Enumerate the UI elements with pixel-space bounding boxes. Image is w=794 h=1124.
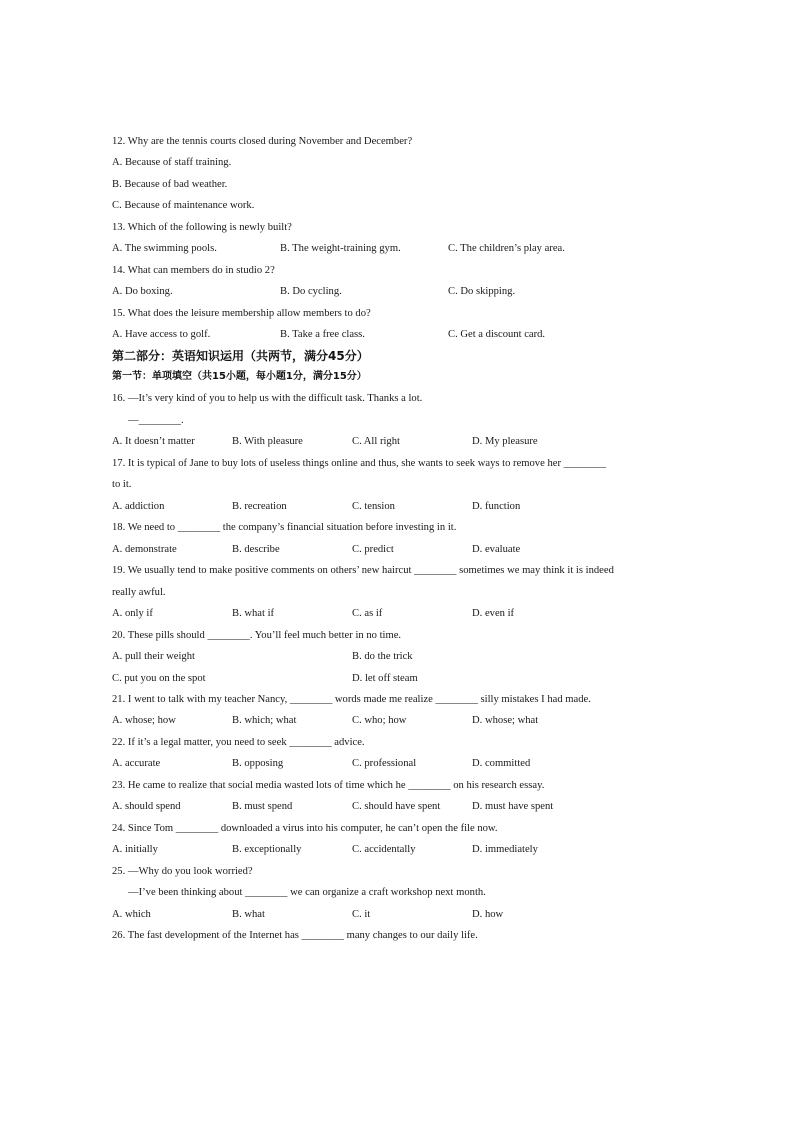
question-16-option-d: D. My pleasure (472, 436, 538, 447)
question-24-option-a: A. initially (112, 844, 158, 855)
question-17-option-c: C. tension (352, 501, 395, 512)
question-17-option-d: D. function (472, 501, 521, 512)
question-14-option-b: B. Do cycling. (280, 286, 342, 297)
question-25-reply: —I’ve been thinking about ________ we can organize a craft workshop next month. (128, 887, 486, 898)
question-13-stem: 13. Which of the following is newly built? (112, 222, 292, 233)
question-23-option-d: D. must have spent (472, 801, 554, 812)
question-17-option-a: A. addiction (112, 501, 165, 512)
question-22-option-c: C. professional (352, 758, 417, 769)
question-19-option-b: B. what if (232, 608, 275, 619)
question-14-option-a: A. Do boxing. (112, 286, 173, 297)
question-24-option-c: C. accidentally (352, 844, 416, 855)
question-20-stem: 20. These pills should ________. You’ll feel much better in no time. (112, 630, 402, 641)
question-12-option-a: A. Because of staff training. (112, 157, 232, 168)
question-19-stem: 19. We usually tend to make positive comments on others’ new haircut ________ sometimes we may think it is indeed (112, 565, 614, 576)
question-21-option-c: C. who; how (352, 715, 407, 726)
question-15-option-b: B. Take a free class. (280, 329, 365, 340)
question-24-option-d: D. immediately (472, 844, 538, 855)
question-24-option-b: B. exceptionally (232, 844, 302, 855)
question-21-option-d: D. whose; what (472, 715, 539, 726)
question-12-stem: 12. Why are the tennis courts closed during November and December? (112, 136, 413, 147)
question-22-option-d: D. committed (472, 758, 531, 769)
question-13-option-b: B. The weight-training gym. (280, 243, 401, 254)
question-23-option-c: C. should have spent (352, 801, 441, 812)
question-14-option-c: C. Do skipping. (448, 286, 516, 297)
question-20-option-a: A. pull their weight (112, 651, 195, 662)
question-22-option-a: A. accurate (112, 758, 161, 769)
question-20-option-c: C. put you on the spot (112, 673, 206, 684)
question-26-stem: 26. The fast development of the Internet has ________ many changes to our daily life. (112, 930, 478, 941)
question-16-stem: 16. —It’s very kind of you to help us with the difficult task. Thanks a lot. (112, 393, 423, 404)
question-22-option-b: B. opposing (232, 758, 284, 769)
question-15-stem: 15. What does the leisure membership allow members to do? (112, 308, 371, 319)
question-23-stem: 23. He came to realize that social media wasted lots of time which he ________ on his research essay. (112, 780, 545, 791)
question-18-stem: 18. We need to ________ the company’s financial situation before investing in it. (112, 522, 457, 533)
question-13-option-c: C. The children’s play area. (448, 243, 565, 254)
question-21-option-a: A. whose; how (112, 715, 176, 726)
section-heading-part-2-1: 第一节：单项填空（共15小题，每小题1分，满分15分） (112, 371, 367, 382)
question-14-stem: 14. What can members do in studio 2? (112, 265, 275, 276)
question-17-stem: 17. It is typical of Jane to buy lots of useless things online and thus, she wants to seek ways to remove her ________ (112, 458, 607, 469)
question-21-option-b: B. which; what (232, 715, 297, 726)
question-19-option-a: A. only if (112, 608, 153, 619)
question-19-option-c: C. as if (352, 608, 383, 619)
question-15-option-c: C. Get a discount card. (448, 329, 546, 340)
question-22-stem: 22. If it’s a legal matter, you need to seek ________ advice. (112, 737, 365, 748)
question-20-option-d: D. let off steam (352, 673, 418, 684)
question-16-reply: —________. (128, 415, 184, 426)
question-17-option-b: B. recreation (232, 501, 287, 512)
question-20-option-b: B. do the trick (352, 651, 413, 662)
question-18-option-d: D. evaluate (472, 544, 521, 555)
question-18-option-c: C. predict (352, 544, 394, 555)
question-25-option-d: D. how (472, 909, 504, 920)
question-16-option-c: C. All right (352, 436, 400, 447)
question-17-stem-continued: to it. (112, 479, 132, 490)
question-23-option-a: A. should spend (112, 801, 181, 812)
question-13-option-a: A. The swimming pools. (112, 243, 217, 254)
question-12-option-c: C. Because of maintenance work. (112, 200, 255, 211)
question-16-option-a: A. It doesn’t matter (112, 436, 195, 447)
question-25-option-c: C. it (352, 909, 371, 920)
question-18-option-a: A. demonstrate (112, 544, 177, 555)
question-16-option-b: B. With pleasure (232, 436, 303, 447)
question-25-option-a: A. which (112, 909, 151, 920)
question-19-stem-continued: really awful. (112, 587, 166, 598)
question-24-stem: 24. Since Tom ________ downloaded a virus into his computer, he can’t open the file now. (112, 823, 498, 834)
question-25-option-b: B. what (232, 909, 265, 920)
question-15-option-a: A. Have access to golf. (112, 329, 211, 340)
question-23-option-b: B. must spend (232, 801, 293, 812)
question-21-stem: 21. I went to talk with my teacher Nancy, ________ words made me realize ________ silly mistakes I had made. (112, 694, 591, 705)
section-heading-part-2: 第二部分：英语知识运用（共两节，满分45分） (112, 349, 369, 363)
question-19-option-d: D. even if (472, 608, 515, 619)
question-12-option-b: B. Because of bad weather. (112, 179, 228, 190)
question-25-stem: 25. —Why do you look worried? (112, 866, 253, 877)
question-18-option-b: B. describe (232, 544, 280, 555)
